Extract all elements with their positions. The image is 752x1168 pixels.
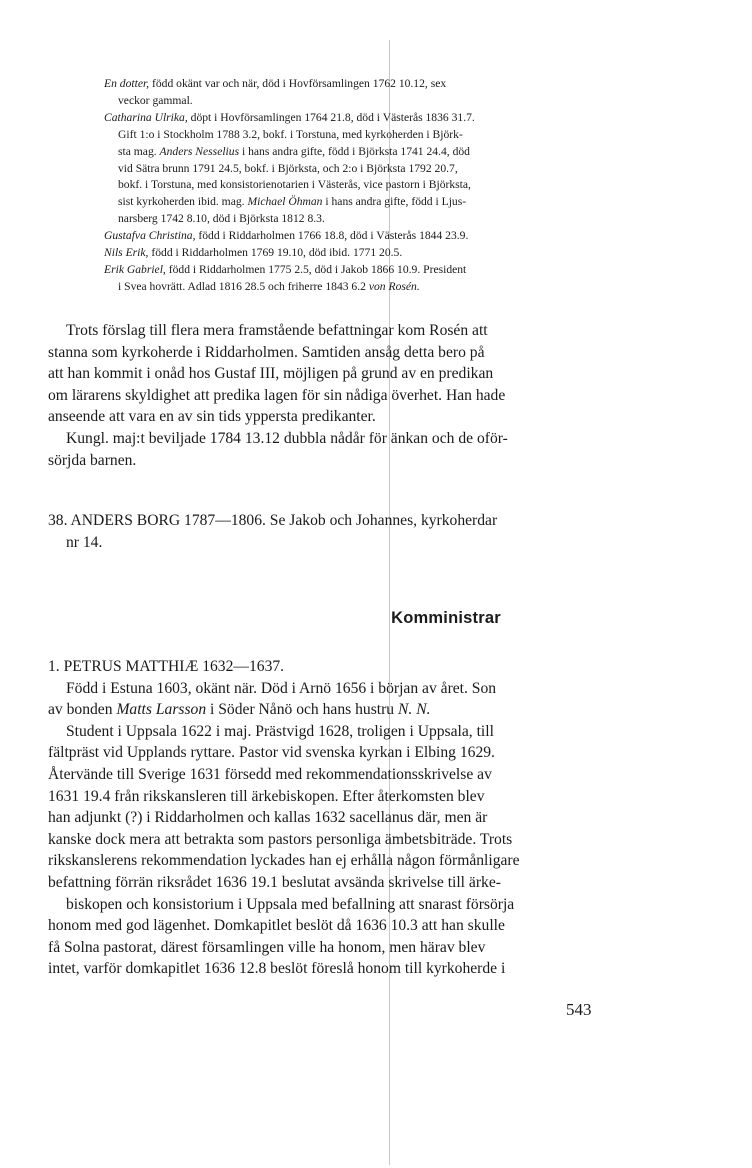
body-line: Trots förslag till flera mera framstående befattningar kom Rosén att: [66, 322, 488, 339]
body-line: biskopen och konsistorium i Uppsala med befallning att snarast försörja: [66, 895, 515, 913]
footnote-text: i Svea hovrätt. Adlad 1816 28.5 och friherre 1843 6.2: [118, 279, 366, 293]
body-line: 1631 19.4 från rikskansleren till ärkebiskopen. Efter återkomsten blev: [48, 787, 485, 805]
page-number: 543: [566, 1000, 592, 1019]
person-name: Michael Öhman: [247, 195, 323, 209]
person-name: En dotter,: [104, 77, 150, 90]
body-line: att han kommit i onåd hos Gustaf III, möjligen på grund av en predikan: [48, 365, 494, 383]
footnote-entry: [104, 262, 606, 296]
footnote-text: döpt i Hovförsamlingen 1764 21.8, död i Västerås 1836 31.7.: [190, 110, 475, 124]
section-1-title: 1. PETRUS MATTHIÆ 1632—1637.: [48, 658, 285, 675]
footnote-text: sist kyrkoherden ibid. mag.: [118, 195, 245, 209]
heading-text: Komministrar: [391, 609, 501, 627]
person-name: Anders Nesselius: [159, 144, 240, 158]
footnote-entry: [104, 228, 606, 245]
body-line: kanske dock mera att betrakta som pastors personliga ämbetsbiträde. Trots: [48, 830, 513, 848]
footnote-text: född i Riddarholmen 1766 18.8, död i Västerås 1844 23.9.: [198, 229, 469, 243]
body-line: befattning förrän riksrådet 1636 19.1 beslutat avsända skrivelse till ärke-: [48, 873, 501, 891]
body-line: rikskanslerens rekommendation lyckades han ej erhålla någon förmånligare: [48, 852, 520, 870]
footnote-text: sta mag.: [118, 144, 157, 158]
footnote-entry: [104, 76, 606, 110]
footnote-text: narsberg 1742 8.10, död i Björksta 1812 8.3.: [118, 212, 325, 226]
body-line: han adjunkt (?) i Riddarholmen och kallas 1632 sacellanus där, men är: [48, 809, 488, 827]
body-line: stanna som kyrkoherde i Riddarholmen. Samtiden ansåg detta bero på: [48, 343, 485, 361]
person-name: Matts Larsson: [116, 701, 207, 719]
section-38-entry: [48, 510, 610, 553]
section-38-title: 38. ANDERS BORG 1787—1806. Se Jakob och Johannes, kyrkoherdar: [48, 512, 498, 529]
body-line: intet, varför domkapitlet 1636 12.8 beslöt föreslå honom till kyrkoherde i: [48, 960, 506, 978]
section-1-entry: [48, 656, 610, 980]
body-line: fältpräst vid Upplands ryttare. Pastor vid svenska kyrkan i Elbing 1629.: [48, 744, 495, 762]
footnote-text: Gift 1:o i Stockholm 1788 3.2, bokf. i Torstuna, med kyrkoherden i Björk-: [118, 127, 463, 141]
section-38-text: nr 14.: [66, 533, 103, 551]
footnote-entry: [104, 110, 606, 228]
body-line: Återvände till Sverige 1631 försedd med rekommendationsskrivelse av: [48, 765, 492, 783]
body-line: av bonden Matts Larsson i Söder Nånö och hans hustru N. N.: [48, 701, 431, 719]
footnote-list: [104, 76, 606, 296]
body-line: Född i Estuna 1603, okänt när. Död i Arnö 1656 i början av året. Son: [66, 679, 497, 697]
footnote-text: veckor gammal.: [118, 93, 193, 107]
footnote-text: född i Riddarholmen 1775 2.5, död i Jakob 1866 10.9. President: [168, 262, 467, 276]
body-line: Kungl. maj:t beviljade 1784 13.12 dubbla nådår för änkan och de oför-: [66, 429, 508, 447]
footnote-entry: [104, 245, 606, 262]
body-paragraph-rosen: [48, 320, 610, 471]
person-name: Catharina Ulrika,: [104, 110, 188, 124]
body-line: Student i Uppsala 1622 i maj. Prästvigd 1628, troligen i Uppsala, till: [66, 722, 494, 740]
person-name: von Rosén.: [368, 279, 420, 293]
person-name: Gustafva Christina,: [104, 229, 196, 243]
body-line: få Solna pastorat, därest församlingen ville ha honom, men härav blev: [48, 938, 486, 956]
footnote-text: vid Sätra brunn 1791 24.5, bokf. i Björksta, och 2:o i Björksta 1792 20.7,: [118, 161, 458, 175]
body-line: honom med god lägenhet. Domkapitlet beslöt då 1636 10.3 att han skulle: [48, 917, 505, 935]
section-heading: [0, 609, 752, 628]
footnote-text: född i Riddarholmen 1769 19.10, död ibid. 1771 20.5.: [151, 246, 403, 260]
footnote-text: i hans andra gifte, född i Björksta 1741 24.4, död: [242, 144, 470, 158]
person-name: N. N.: [398, 701, 431, 719]
footnote-text: bokf. i Torstuna, med konsistorienotarien i Västerås, vice pastorn i Björksta,: [118, 178, 471, 192]
body-line: sörjda barnen.: [48, 451, 137, 469]
body-line: anseende att vara en av sin tids yppersta predikanter.: [48, 408, 376, 426]
person-name: Erik Gabriel,: [104, 262, 166, 276]
footnote-text: född okänt var och när, död i Hovförsamlingen 1762 10.12, sex: [152, 77, 447, 90]
body-line: om lärarens skyldighet att predika lagen för sin nådiga överhet. Han hade: [48, 386, 506, 404]
person-name: Nils Erik,: [104, 246, 149, 260]
footnote-text: i hans andra gifte, född i Ljus-: [325, 195, 467, 209]
